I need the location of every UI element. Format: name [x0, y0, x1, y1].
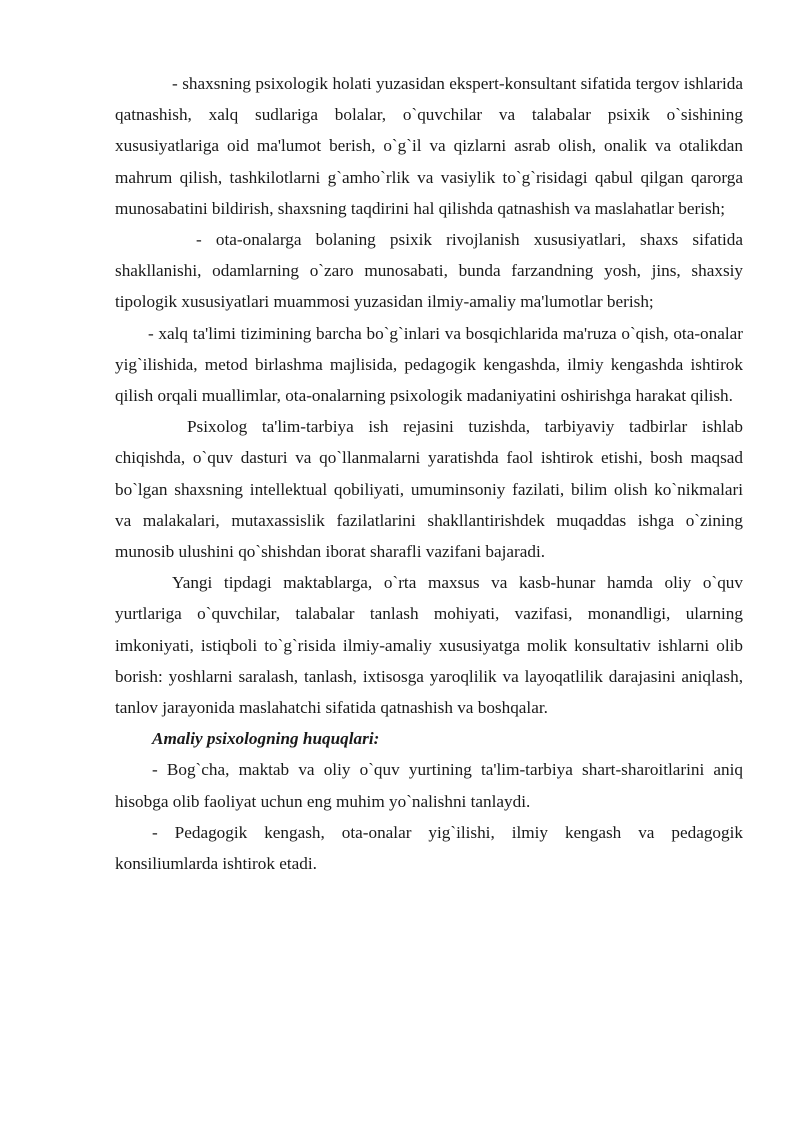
paragraph-expert-consultant: - shaxsning psixologik holati yuzasidan ekspert-konsultant sifatida tergov ishlarida qatnashish, xalq sudlariga bolalar, o`quvchilar va talabalar psixik o`sishining xususiyatlariga oid ma'lumot berish, o`g`il va qizlarni asrab olish, onalik va otalikdan mahrum qilish, tashkilotlarni g`amho`rlik va vasiylik to`g`risidagi qabul qilgan qarorga munosabatini bildirish, shaxsning taqdirini hal qilishda qatnashish va maslahatlar berish; [115, 74, 743, 218]
paragraph-public-education: - xalq ta'limi tizimining barcha bo`g`inlari va bosqichlarida ma'ruza o`qish, ota-onalar yig`ilishida, metod birlashma majlisida, pedagogik kengashda, ilmiy kengashda ishtirok qilish orqali muallimlar, ota-onalarning psixologik madaniyatini oshirishga harakat qilish. [115, 323, 743, 406]
paragraph-psychologist-role: Psixolog ta'lim-tarbiya ish rejasini tuzishda, tarbiyaviy tadbirlar ishlab chiqishda, o`quv dasturi va qo`llanmalarni yaratishda faol ishtirok etishi, bosh maqsad bo`lgan shaxsning intellektual qobiliyati, umuminsoniy fazilati, bilim olish ko`nikmalari va malakalari, mutaxassislik fazilatlarini shakllantirishdek muqaddas ishga o`zining munosib ulushini qo`shishdan iborat sharafli vazifani bajaradi. [115, 417, 743, 562]
paragraph-right-direction: - Bog`cha, maktab va oliy o`quv yurtining ta'lim-tarbiya shart-sharoitlarini aniq hisobga olib faoliyat uchun eng muhim yo`nalishni tanlaydi. [115, 760, 743, 811]
section-heading-rights: Amaliy psixologning huquqlari: [152, 729, 380, 749]
document-page [115, 68, 743, 879]
paragraph-new-schools: Yangi tipdagi maktablarga, o`rta maxsus va kasb-hunar hamda oliy o`quv yurtlariga o`quvchilar, talabalar tanlash mohiyati, vazifasi, monandligi, ularning imkoniyati, istiqboli to`g`risida ilmiy-amaliy xususiyatga molik konsultativ ishlarni olib borish: yoshlarni saralash, tanlash, ixtisosga yaroqlilik va layoqatlilik darajasini aniqlash, tanlov jarayonida maslahatchi sifatida qatnashish va boshqalar. [115, 573, 743, 718]
paragraph-parents-info: - ota-onalarga bolaning psixik rivojlanish xususiyatlari, shaxs sifatida shakllanishi, odamlarning o`zaro munosabati, bunda farzandning yosh, jins, shaxsiy tipologik xususiyatlari muammosi yuzasidan ilmiy-amaliy ma'lumotlar berish; [115, 230, 743, 312]
paragraph-right-participation: - Pedagogik kengash, ota-onalar yig`ilishi, ilmiy kengash va pedagogik konsiliumlarda ishtirok etadi. [115, 822, 743, 874]
